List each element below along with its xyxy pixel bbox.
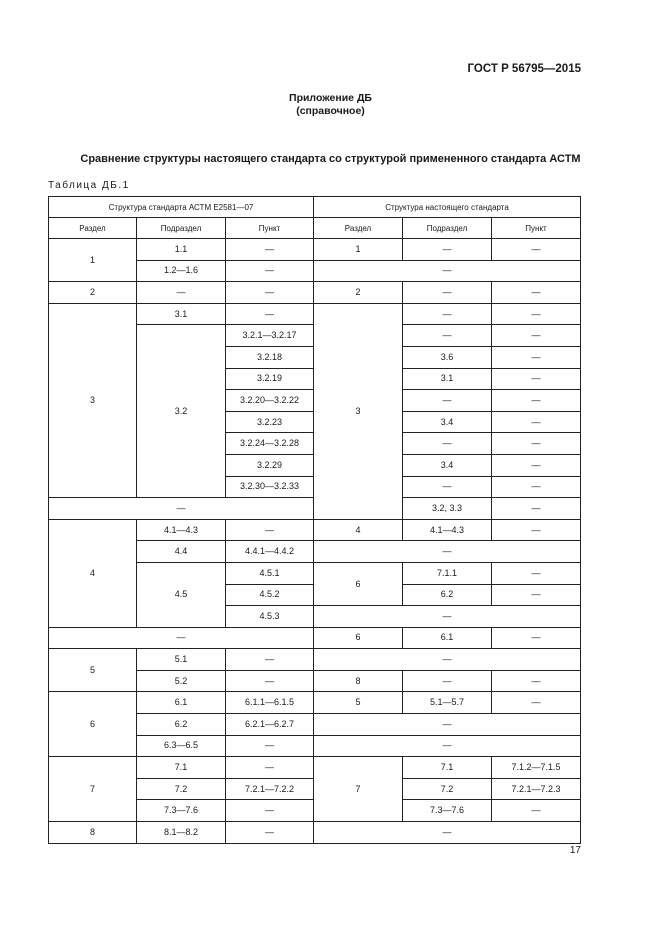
table-cell: — — [492, 433, 581, 455]
table-cell: 3.2 — [137, 325, 226, 498]
table-cell: — — [492, 692, 581, 714]
table-cell: 3.6 — [403, 346, 492, 368]
column-header: Подраздел — [137, 218, 226, 239]
table-cell: — — [492, 627, 581, 649]
table-cell: 6.1 — [403, 627, 492, 649]
table-cell: 3.2.1—3.2.17 — [226, 325, 314, 347]
table-cell: — — [226, 260, 314, 282]
column-header: Раздел — [49, 218, 137, 239]
table-cell: 3.2.29 — [226, 454, 314, 476]
table-cell: — — [226, 800, 314, 822]
table-cell: 8 — [49, 822, 137, 844]
table-cell: 8.1—8.2 — [137, 822, 226, 844]
table-cell: — — [403, 670, 492, 692]
table-cell: 7.1 — [403, 757, 492, 779]
table-cell: 6 — [49, 692, 137, 757]
table-cell: 3 — [49, 303, 137, 497]
table-cell: 3.2.18 — [226, 346, 314, 368]
table-cell: — — [492, 346, 581, 368]
table-row — [49, 239, 581, 261]
table-cell: 7.2.1—7.2.3 — [492, 778, 581, 800]
table-row — [49, 303, 581, 325]
table-cell: 6.2.1—6.2.7 — [226, 714, 314, 736]
table-cell: 3.2.23 — [226, 411, 314, 433]
table-cell: 3.1 — [403, 368, 492, 390]
table-cell: 3.2.20—3.2.22 — [226, 390, 314, 412]
table-cell: 3 — [314, 303, 403, 519]
table-cell: — — [403, 282, 492, 304]
table-cell: 4 — [49, 519, 137, 627]
table-row — [49, 519, 581, 541]
table-row — [49, 822, 581, 844]
table-body — [49, 239, 581, 844]
table-cell: — — [492, 498, 581, 520]
table-cell: 4.4 — [137, 541, 226, 563]
table-cell: 2 — [49, 282, 137, 304]
table-cell: 4.5 — [137, 562, 226, 627]
column-header: Подраздел — [403, 218, 492, 239]
table-cell: — — [226, 519, 314, 541]
table-cell: — — [226, 239, 314, 261]
section-title: Сравнение структуры настоящего стандарта со структурой примененного стандарта АСТМ — [80, 153, 581, 165]
table-cell: — — [492, 454, 581, 476]
table-cell: 4.1—4.3 — [403, 519, 492, 541]
table-caption: Таблица ДБ.1 — [48, 180, 130, 191]
table-cell: — — [226, 282, 314, 304]
document-code: ГОСТ Р 56795—2015 — [467, 63, 581, 75]
table-cell: — — [226, 303, 314, 325]
table-cell: 3.4 — [403, 454, 492, 476]
table-cell: — — [492, 282, 581, 304]
table-cell: — — [492, 476, 581, 498]
table-cell: 6.2 — [137, 714, 226, 736]
table-cell: 4.4.1—4.4.2 — [226, 541, 314, 563]
table-cell: 3.2.30—3.2.33 — [226, 476, 314, 498]
table-cell: 4.1—4.3 — [137, 519, 226, 541]
table-cell: — — [226, 757, 314, 779]
table-cell: 2 — [314, 282, 403, 304]
table-cell: — — [226, 649, 314, 671]
table-cell: 5 — [49, 649, 137, 692]
table-cell: 5.1—5.7 — [403, 692, 492, 714]
annex-title: Приложение ДБ — [289, 92, 372, 104]
annex-subtitle: (справочное) — [296, 105, 365, 117]
table-cell: — — [492, 303, 581, 325]
table-cell: — — [314, 735, 581, 757]
table-cell: — — [492, 411, 581, 433]
table-cell: 7 — [314, 757, 403, 822]
annex-heading — [0, 92, 661, 118]
table-cell: — — [403, 303, 492, 325]
table-cell: 4.5.2 — [226, 584, 314, 606]
page-number: 17 — [569, 845, 581, 856]
table-cell: 4.5.1 — [226, 562, 314, 584]
group-header-astm: Структура стандарта АСТМ Е2581—07 — [49, 197, 314, 218]
table-cell: 6.1 — [137, 692, 226, 714]
column-header: Пункт — [226, 218, 314, 239]
table-cell: 4 — [314, 519, 403, 541]
table-cell: 7.1.1 — [403, 562, 492, 584]
table-cell: 7.3—7.6 — [403, 800, 492, 822]
table-cell: — — [492, 670, 581, 692]
table-cell: — — [492, 562, 581, 584]
table-cell: 3.2.24—3.2.28 — [226, 433, 314, 455]
table-cell: 7.3—7.6 — [137, 800, 226, 822]
table-cell: 7.1.2—7.1.5 — [492, 757, 581, 779]
table-cell: — — [492, 390, 581, 412]
table-cell: — — [492, 519, 581, 541]
comparison-table — [48, 196, 581, 844]
table-cell: — — [403, 325, 492, 347]
table-cell: — — [403, 390, 492, 412]
table-cell: — — [403, 433, 492, 455]
table-cell: — — [137, 282, 226, 304]
table-cell: — — [403, 239, 492, 261]
table-row — [49, 757, 581, 779]
table-cell: — — [403, 476, 492, 498]
table-cell: 6.2 — [403, 584, 492, 606]
table-cell: 7 — [49, 757, 137, 822]
table-cell: 7.2.1—7.2.2 — [226, 778, 314, 800]
table-cell: 6 — [314, 627, 403, 649]
table-cell: 4.5.3 — [226, 606, 314, 628]
table-cell: 6.1.1—6.1.5 — [226, 692, 314, 714]
table-cell: — — [492, 325, 581, 347]
table-row — [49, 692, 581, 714]
table-cell: — — [492, 584, 581, 606]
table-cell: — — [314, 649, 581, 671]
table-cell: 3.1 — [137, 303, 226, 325]
table-cell: — — [314, 606, 581, 628]
table-cell: 6 — [314, 562, 403, 605]
table-row — [49, 649, 581, 671]
table-cell: — — [492, 368, 581, 390]
table-cell: — — [49, 627, 314, 649]
table-row — [49, 282, 581, 304]
table-cell: 1 — [49, 239, 137, 282]
table-cell: — — [314, 822, 581, 844]
column-header: Раздел — [314, 218, 403, 239]
table-cell: 3.2.19 — [226, 368, 314, 390]
table-cell: 5.2 — [137, 670, 226, 692]
table-cell: 7.2 — [137, 778, 226, 800]
table-cell: — — [226, 822, 314, 844]
table-cell: — — [314, 260, 581, 282]
table-cell: 6.3—6.5 — [137, 735, 226, 757]
table-cell: — — [314, 541, 581, 563]
table-cell: — — [314, 714, 581, 736]
group-header-current: Структура настоящего стандарта — [314, 197, 581, 218]
table-cell: 7.1 — [137, 757, 226, 779]
table-cell: — — [492, 239, 581, 261]
table-cell: — — [226, 670, 314, 692]
table-cell: — — [492, 800, 581, 822]
table-cell: 5.1 — [137, 649, 226, 671]
table-cell: 1.2—1.6 — [137, 260, 226, 282]
table-cell: — — [49, 498, 314, 520]
table-cell: 3.4 — [403, 411, 492, 433]
column-header: Пункт — [492, 218, 581, 239]
table-row — [49, 627, 581, 649]
table-cell: 1.1 — [137, 239, 226, 261]
table-cell: 1 — [314, 239, 403, 261]
table-cell: 8 — [314, 670, 403, 692]
table-cell: 7.2 — [403, 778, 492, 800]
table-cell: 5 — [314, 692, 403, 714]
table-cell: 3.2, 3.3 — [403, 498, 492, 520]
table-cell: — — [226, 735, 314, 757]
